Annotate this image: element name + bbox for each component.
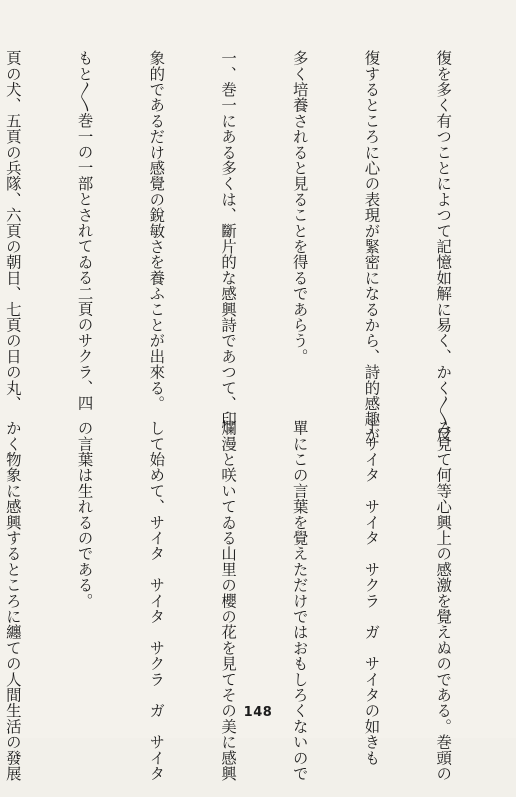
text-line: 單にこの言葉を覺えただけではおもしろくないので bbox=[290, 420, 309, 782]
text-line: み見て何等心興上の感激を覺えぬのである。巻頭の bbox=[434, 420, 453, 782]
text-line: ーサイタ サイタ サクラ ガ サイタの如きも bbox=[362, 420, 381, 766]
text-line: して始めて、サイタ サイタ サクラ ガ サイタ bbox=[147, 420, 166, 782]
text-line: 象的であるだけ感覺の銳敏さを養ふことが出來る。 bbox=[147, 50, 166, 412]
text-line: 爛漫と咲いてゐる山里の櫻の花を見てその美に感興 bbox=[219, 420, 238, 782]
upper-text-block bbox=[3, 50, 502, 443]
text-line: 一、巻一にある多くは、斷片的な感興詩であつて、印 bbox=[219, 50, 238, 427]
text-line: かく物象に感興するところに纏ての人間生活の發展 bbox=[3, 420, 22, 782]
text-line: 復するところに心の表現が緊密になるから、詩的感趣が bbox=[362, 50, 381, 443]
text-line: 多く培養されると見ることを得るであらう。 bbox=[290, 50, 309, 364]
text-line: もと〳〵巻一の一部とされてゐる二頁のサクラ、四 bbox=[75, 50, 94, 411]
text-line: の言葉は生れるのである。 bbox=[75, 420, 94, 609]
page-number: 148 bbox=[243, 705, 273, 720]
text-line: 復を多く有つことによつて記憶如解に易く、かく〳〵反 bbox=[434, 50, 453, 443]
text-line: 頁の犬、五頁の兵隊、六頁の朝日、七頁の日の丸、 bbox=[3, 50, 22, 412]
